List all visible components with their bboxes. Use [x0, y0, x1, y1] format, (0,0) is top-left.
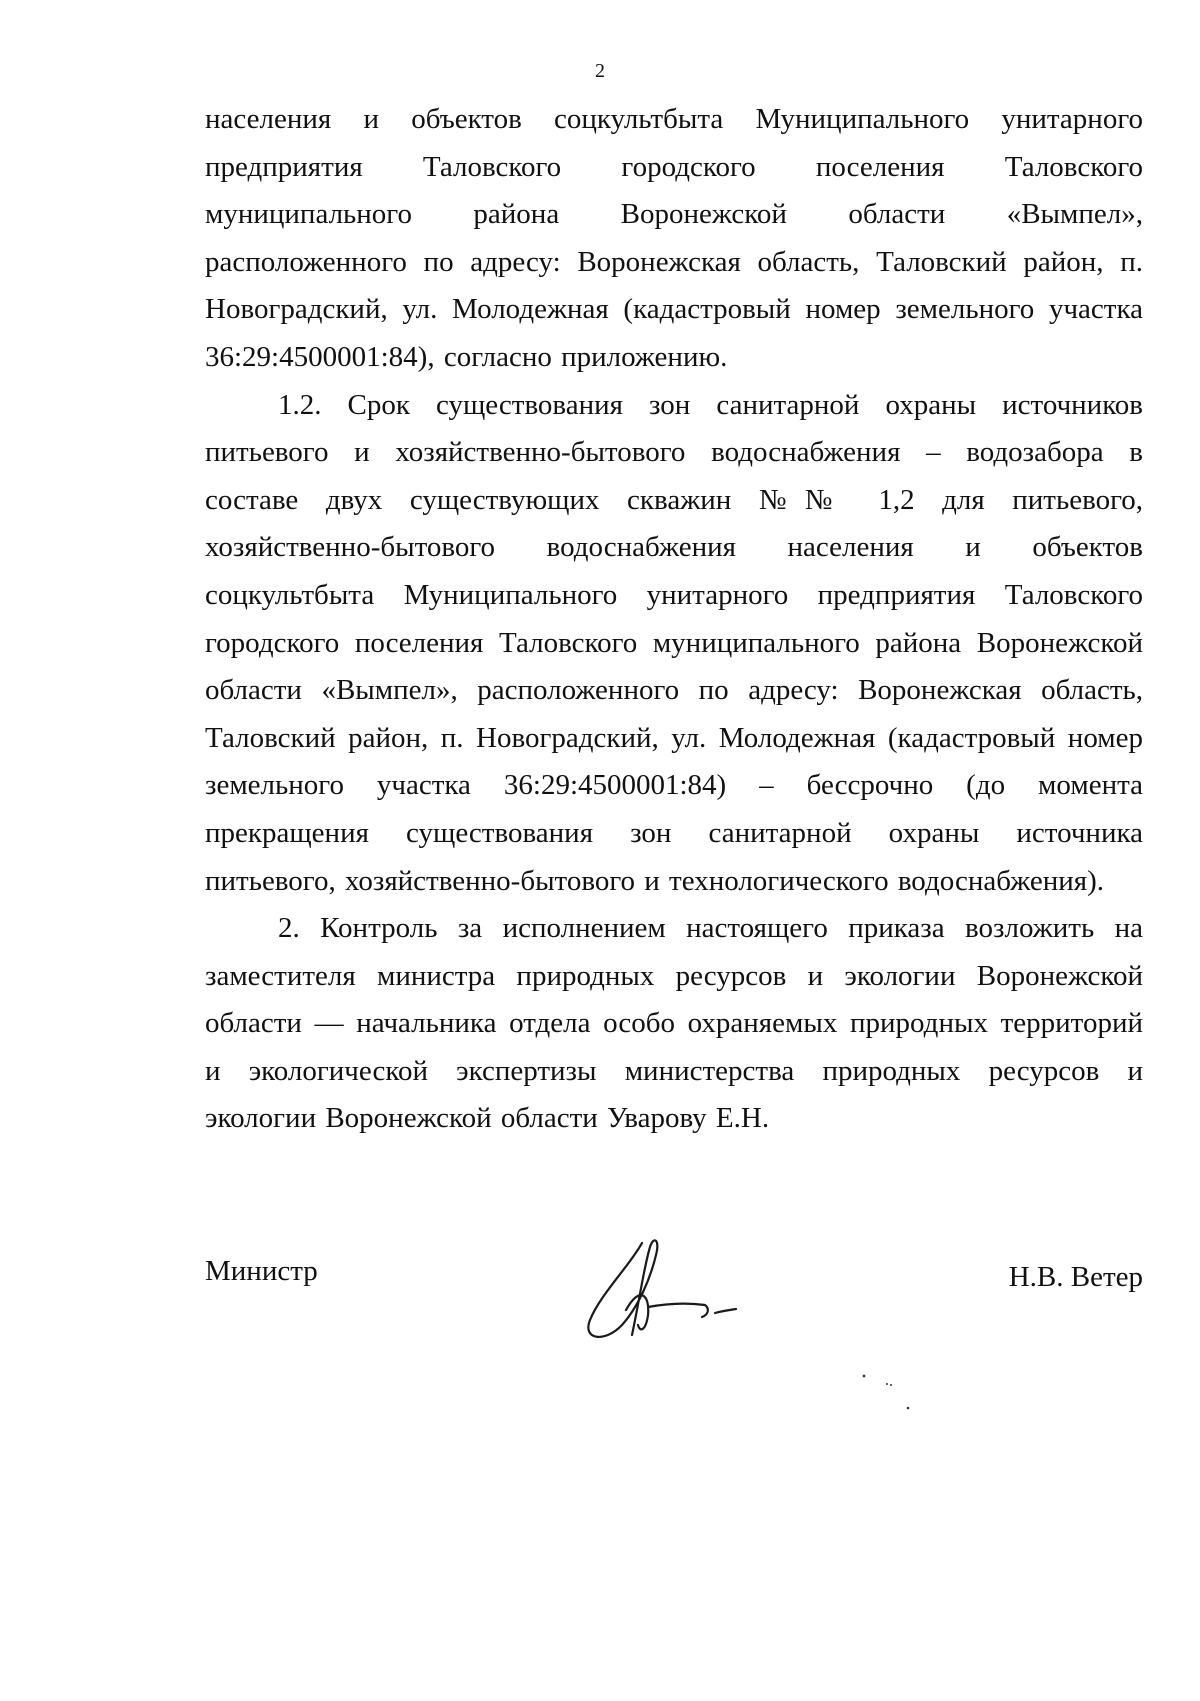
paragraph-2-control: 2. Контроль за исполнением настоящего приказа возложить на заместителя министра природных ресурсов и экологии Воронежской области — начальника отдела особо охраняемых природных территорий и экологической экспертизы министерства природных ресурсов и экологии Воронежской области Уварову Е.Н. [205, 912, 1143, 1135]
page-number: 2 [595, 60, 605, 82]
paragraph-continuation: населения и объектов соцкультбыта Муниципального унитарного предприятия Таловского городского поселения Таловского муниципального района Воронежской области «Вымпел», расположенного по адресу: Воронежская область, Таловский район, п. Новоградский, ул. Молодежная (кадастровый номер земельного участка 36:29:4500001:84), согласно приложению. [205, 103, 1143, 373]
scan-specks [860, 1372, 920, 1432]
handwritten-signature [570, 1225, 745, 1350]
paragraph-1-2-validity: 1.2. Срок существования зон санитарной охраны источников питьевого и хозяйственно-бытового водоснабжения – водозабора в составе двух существующих скважин №№ 1,2 для питьевого, хозяйственно-бытового водоснабжения населения и объектов соцкультбыта Муниципального унитарного предприятия Таловского городского поселения Таловского муниципального района Воронежской области «Вымпел», расположенного по адресу: Воронежская область, Таловский район, п. Новоградский, ул. Молодежная (кадастровый номер земельного участка 36:29:4500001:84) – бессрочно (до момента прекращения существования зон санитарной охраны источника питьевого, хозяйственно-бытового и технологического водоснабжения). [205, 388, 1143, 897]
signature-block [205, 1255, 1143, 1385]
document-body [205, 96, 1143, 1143]
signatory-name: Н.В. Ветер [1008, 1261, 1143, 1293]
signatory-title: Министр [205, 1255, 318, 1287]
